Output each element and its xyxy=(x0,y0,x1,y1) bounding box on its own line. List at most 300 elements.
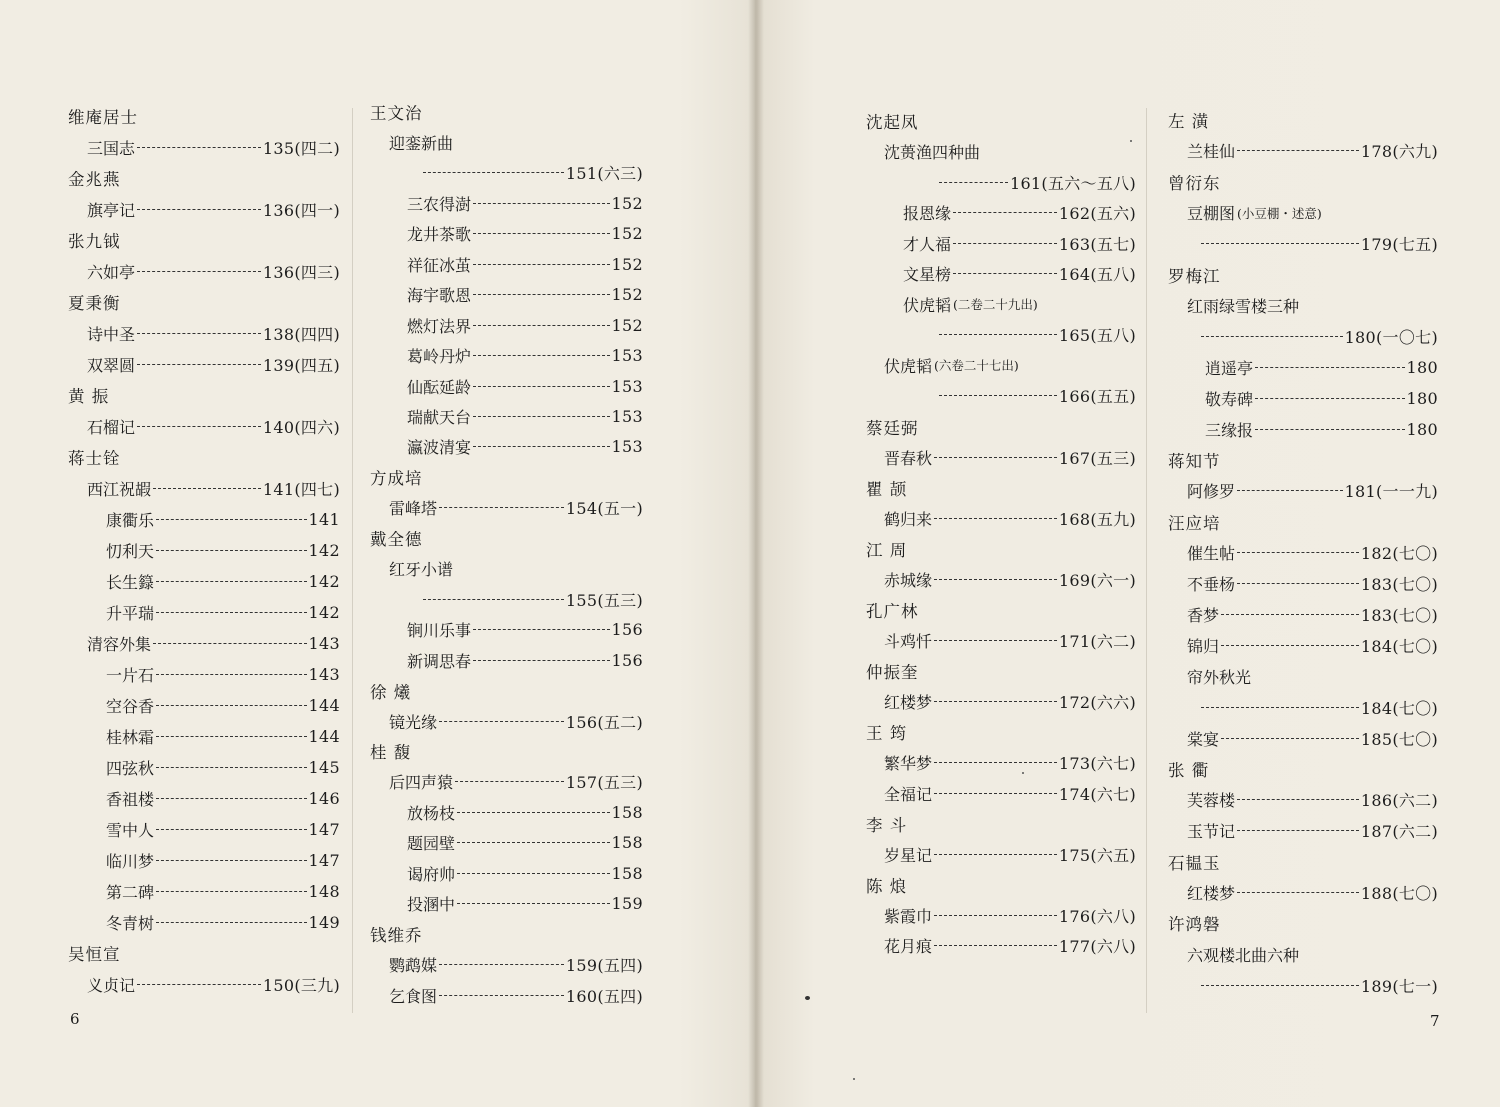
toc-sub-entry xyxy=(106,755,340,779)
entry-page: 177(六八) xyxy=(1058,937,1136,957)
work-title xyxy=(389,130,453,154)
toc-entry xyxy=(87,414,340,438)
toc-entry xyxy=(389,496,643,520)
entry-page: 165(五八) xyxy=(1058,326,1136,346)
toc-entry xyxy=(389,953,643,977)
dot-leader xyxy=(153,643,307,644)
entry-page: 156 xyxy=(611,650,643,670)
entry-title: 镜光缘 xyxy=(389,712,438,732)
entry-title: 才人福 xyxy=(903,234,952,254)
toc-page-line xyxy=(422,587,643,611)
work-note: (六卷二十七出) xyxy=(934,358,1019,374)
toc-sub-entry xyxy=(407,648,643,672)
entry-page: 163(五七) xyxy=(1058,234,1136,254)
author-name: 汪应培 xyxy=(1168,513,1221,533)
entry-title: 岁星记 xyxy=(884,845,933,865)
entry-page: 153 xyxy=(611,346,643,366)
dot-leader xyxy=(1237,552,1359,553)
entry-page: 184(七〇) xyxy=(1360,636,1438,656)
author-name: 蒋知节 xyxy=(1168,451,1221,471)
toc-sub-entry xyxy=(903,231,1136,255)
dot-leader xyxy=(156,674,307,675)
author-name: 孔广林 xyxy=(866,601,919,621)
dot-leader xyxy=(1237,830,1359,831)
entry-page: 135(四二) xyxy=(262,138,340,158)
toc-entry xyxy=(389,983,643,1007)
entry-page: 158 xyxy=(611,833,643,853)
entry-page: 147 xyxy=(308,850,340,870)
dot-leader xyxy=(473,629,610,630)
toc-sub-entry xyxy=(106,879,340,903)
dot-leader xyxy=(953,212,1057,213)
dot-leader xyxy=(439,995,564,996)
toc-entry xyxy=(1187,726,1438,750)
dot-leader xyxy=(473,386,610,387)
dot-leader xyxy=(137,147,261,148)
entry-title: 双翠圆 xyxy=(87,355,136,375)
toc-sub-entry xyxy=(106,817,340,841)
toc-entry xyxy=(389,709,643,733)
print-speck xyxy=(805,996,810,1000)
toc-entry xyxy=(884,751,1136,775)
toc-sub-entry xyxy=(407,374,643,398)
entry-page: 153 xyxy=(611,376,643,396)
entry-page: 156 xyxy=(611,620,643,640)
toc-page-line xyxy=(1200,232,1438,256)
dot-leader xyxy=(934,579,1057,580)
entry-title: 三农得澍 xyxy=(407,194,472,214)
toc-sub-entry xyxy=(1205,417,1438,441)
dot-leader xyxy=(1201,707,1359,708)
toc-entry xyxy=(884,903,1136,927)
entry-title: 全福记 xyxy=(884,784,933,804)
entry-title: 长生籙 xyxy=(106,572,155,592)
dot-leader xyxy=(953,243,1057,244)
dot-leader xyxy=(439,507,564,508)
entry-page: 168(五九) xyxy=(1058,509,1136,529)
entry-title: 谒府帅 xyxy=(407,864,456,884)
dot-leader xyxy=(1237,150,1359,151)
entry-title: 第二碑 xyxy=(106,882,155,902)
entry-title: 催生帖 xyxy=(1187,544,1236,564)
dot-leader xyxy=(934,457,1057,458)
toc-sub-entry xyxy=(106,569,340,593)
author-name: 夏秉衡 xyxy=(68,294,121,313)
print-speck xyxy=(1022,772,1024,774)
work-title-text: 帘外秋光 xyxy=(1187,667,1252,687)
author-name: 王 筠 xyxy=(866,724,908,743)
sub-work-title xyxy=(903,292,1038,316)
dot-leader xyxy=(939,395,1057,396)
dot-leader xyxy=(137,271,261,272)
toc-sub-entry xyxy=(106,693,340,717)
entry-title: 题园壁 xyxy=(407,834,456,854)
entry-page: 136(四三) xyxy=(262,262,340,282)
entry-title: 六如亭 xyxy=(87,262,136,282)
entry-page: 178(六九) xyxy=(1360,142,1438,162)
entry-title: 兰桂仙 xyxy=(1187,142,1236,162)
entry-page: 144 xyxy=(308,695,340,715)
work-title-text: 红牙小谱 xyxy=(389,560,454,580)
entry-page: 173(六七) xyxy=(1058,754,1136,774)
work-title xyxy=(1187,293,1299,317)
toc-entry xyxy=(1187,602,1438,626)
dot-leader xyxy=(137,209,261,210)
toc-entry xyxy=(884,842,1136,866)
toc-sub-entry xyxy=(106,538,340,562)
entry-title: 西江祝嘏 xyxy=(87,479,152,499)
entry-page: 189(七一) xyxy=(1360,976,1438,996)
author-name: 陈 烺 xyxy=(866,876,908,896)
entry-page: 184(七〇) xyxy=(1360,698,1438,718)
entry-title: 红楼梦 xyxy=(1187,884,1236,903)
author-name: 吴恒宣 xyxy=(68,945,121,964)
entry-title: 旗亭记 xyxy=(87,200,136,220)
author-name: 蒋士铨 xyxy=(68,449,121,468)
author-name: 左 潢 xyxy=(1168,112,1210,131)
dot-leader xyxy=(137,426,261,427)
entry-title: 三缘报 xyxy=(1205,420,1254,440)
entry-title: 忉利天 xyxy=(106,541,155,561)
entry-page: 147 xyxy=(308,819,340,839)
toc-sub-entry xyxy=(106,507,340,531)
dot-leader xyxy=(439,721,564,722)
work-title xyxy=(1187,201,1322,225)
toc-sub-entry xyxy=(407,800,643,824)
entry-title: 芙蓉楼 xyxy=(1187,791,1236,811)
toc-entry xyxy=(884,934,1136,958)
dot-leader xyxy=(473,416,610,417)
dot-leader xyxy=(1255,367,1405,368)
entry-title: 空谷香 xyxy=(106,696,155,716)
entry-title: 仙酝延龄 xyxy=(407,377,472,397)
entry-title: 投溷中 xyxy=(407,895,456,915)
entry-title: 文星榜 xyxy=(903,265,952,285)
toc-sub-entry xyxy=(106,786,340,810)
entry-title: 瀛波清宴 xyxy=(407,438,472,458)
toc-entry xyxy=(884,567,1136,591)
dot-leader xyxy=(156,736,307,737)
entry-title: 鹤归来 xyxy=(884,509,933,529)
toc-sub-entry xyxy=(407,344,643,368)
print-speck xyxy=(853,1078,855,1080)
entry-title: 锦归 xyxy=(1187,636,1220,656)
toc-sub-entry xyxy=(1205,355,1438,379)
entry-page: 158 xyxy=(611,802,643,822)
dot-leader xyxy=(1221,614,1359,615)
entry-page: 142 xyxy=(308,602,340,622)
toc-entry xyxy=(1187,479,1438,503)
dot-leader xyxy=(156,581,307,582)
entry-page: 153 xyxy=(611,407,643,426)
page-number-right: 7 xyxy=(1430,1012,1440,1030)
dot-leader xyxy=(156,829,307,830)
entry-title: 新调思春 xyxy=(407,651,472,671)
author-name: 沈起凤 xyxy=(866,113,919,132)
entry-title: 红楼梦 xyxy=(884,692,933,712)
toc-sub-entry xyxy=(903,201,1136,225)
entry-page: 152 xyxy=(611,254,643,274)
entry-title: 乞食图 xyxy=(389,986,438,1006)
work-title-text: 迎銮新曲 xyxy=(389,133,454,153)
entry-title: 燃灯法界 xyxy=(407,316,472,336)
dot-leader xyxy=(137,333,261,334)
work-note: (小豆棚・述意) xyxy=(1237,205,1322,221)
dot-leader xyxy=(156,767,307,768)
entry-page: 180 xyxy=(1406,388,1438,408)
entry-page: 140(四六) xyxy=(262,417,340,437)
entry-title: 康衢乐 xyxy=(106,510,155,530)
entry-title: 敬寿碑 xyxy=(1205,389,1254,409)
entry-title: 晋春秋 xyxy=(884,448,933,468)
toc-page-line xyxy=(1200,695,1438,719)
entry-title: 祥征冰茧 xyxy=(407,255,472,275)
entry-page: 164(五八) xyxy=(1058,265,1136,285)
toc-sub-entry xyxy=(407,861,643,885)
dot-leader xyxy=(934,945,1057,946)
toc-page-line xyxy=(938,170,1136,194)
entry-title: 临川梦 xyxy=(106,851,155,871)
author-name: 金兆燕 xyxy=(68,170,121,189)
toc-page-line xyxy=(938,384,1136,408)
dot-leader xyxy=(1237,799,1359,800)
author-name: 许鸿磐 xyxy=(1168,915,1221,935)
entry-title: 繁华梦 xyxy=(884,754,933,774)
dot-leader xyxy=(473,446,610,447)
dot-leader xyxy=(457,842,610,843)
toc-sub-entry xyxy=(407,435,643,459)
toc-sub-entry xyxy=(1205,386,1438,410)
dot-leader xyxy=(1201,985,1359,986)
entry-page: 167(五三) xyxy=(1058,448,1136,468)
toc-entry xyxy=(884,628,1136,652)
entry-page: 157(五三) xyxy=(565,773,643,793)
toc-entry xyxy=(884,506,1136,530)
entry-page: 185(七〇) xyxy=(1360,729,1438,749)
book-gutter xyxy=(748,0,764,1107)
entry-page: 158 xyxy=(611,863,643,883)
toc-sub-entry xyxy=(106,724,340,748)
entry-page: 149 xyxy=(308,912,340,932)
column-divider xyxy=(1146,108,1147,1013)
entry-title: 石榴记 xyxy=(87,417,136,437)
entry-title: 三国志 xyxy=(87,138,136,158)
work-note: (二卷二十九出) xyxy=(953,297,1038,313)
entry-page: 146 xyxy=(308,788,340,808)
entry-page: 188(七〇) xyxy=(1360,884,1438,903)
entry-title: 葛岭丹炉 xyxy=(407,347,472,367)
entry-title: 桂林霜 xyxy=(106,727,155,747)
dot-leader xyxy=(1237,490,1343,491)
entry-title: 龙井茶歌 xyxy=(407,225,472,245)
dot-leader xyxy=(934,915,1057,916)
entry-page: 166(五五) xyxy=(1058,387,1136,407)
toc-sub-entry xyxy=(407,405,643,429)
dot-leader xyxy=(1201,243,1359,244)
dot-leader xyxy=(1221,645,1359,646)
dot-leader xyxy=(439,964,564,965)
entry-title: 瑞献天台 xyxy=(407,408,472,427)
dot-leader xyxy=(156,519,307,520)
dot-leader xyxy=(423,172,564,173)
dot-leader xyxy=(473,294,610,295)
toc-entry xyxy=(389,770,643,794)
author-name: 罗梅江 xyxy=(1168,266,1221,286)
entry-page: 186(六二) xyxy=(1360,791,1438,811)
entry-page: 141(四七) xyxy=(262,479,340,499)
dot-leader xyxy=(156,798,307,799)
dot-leader xyxy=(939,334,1057,335)
dot-leader xyxy=(1221,738,1359,739)
work-title-text: 沈蒉渔四种曲 xyxy=(884,143,981,163)
entry-page: 154(五一) xyxy=(565,499,643,519)
toc-sub-entry xyxy=(407,283,643,307)
author-name: 仲振奎 xyxy=(866,662,919,682)
dot-leader xyxy=(457,812,610,813)
toc-entry xyxy=(1187,572,1438,596)
dot-leader xyxy=(156,860,307,861)
toc-page-line xyxy=(1200,973,1438,997)
toc-entry xyxy=(87,259,340,283)
entry-title: 花月痕 xyxy=(884,937,933,957)
toc-sub-entry xyxy=(106,662,340,686)
entry-page: 151(六三) xyxy=(565,164,643,184)
toc-sub-entry xyxy=(106,600,340,624)
entry-title: 锏川乐事 xyxy=(407,621,472,641)
work-title-text: 伏虎韬 xyxy=(903,295,952,315)
toc-entry xyxy=(884,689,1136,713)
toc-entry xyxy=(1187,819,1438,843)
entry-page: 155(五三) xyxy=(565,590,643,610)
toc-sub-entry xyxy=(407,222,643,246)
entry-page: 160(五四) xyxy=(565,986,643,1006)
entry-page: 161(五六～五八) xyxy=(1009,173,1136,193)
author-name: 桂 馥 xyxy=(370,743,412,763)
entry-title: 冬青树 xyxy=(106,913,155,933)
dot-leader xyxy=(934,762,1057,763)
entry-title: 玉节记 xyxy=(1187,822,1236,842)
toc-sub-entry xyxy=(106,848,340,872)
dot-leader xyxy=(473,233,610,234)
entry-page: 175(六五) xyxy=(1058,845,1136,865)
toc-entry xyxy=(1187,139,1438,163)
toc-sub-entry xyxy=(106,910,340,934)
author-name: 王文治 xyxy=(370,104,423,123)
author-name: 徐 爔 xyxy=(370,682,412,702)
dot-leader xyxy=(934,701,1057,702)
entry-title: 紫霞巾 xyxy=(884,906,933,926)
toc-entry xyxy=(87,135,340,159)
dot-leader xyxy=(156,891,307,892)
entry-title: 后四声猿 xyxy=(389,773,454,793)
entry-page: 181(一一九) xyxy=(1344,482,1438,502)
dot-leader xyxy=(934,793,1057,794)
entry-page: 145 xyxy=(308,757,340,777)
entry-title: 阿修罗 xyxy=(1187,482,1236,502)
entry-page: 152 xyxy=(611,315,643,335)
entry-title: 升平瑞 xyxy=(106,603,155,623)
work-title-text: 六观楼北曲六种 xyxy=(1187,945,1300,965)
toc-sub-entry xyxy=(407,191,643,215)
dot-leader xyxy=(156,550,307,551)
print-speck xyxy=(1130,140,1132,142)
entry-page: 142 xyxy=(308,540,340,560)
dot-leader xyxy=(156,612,307,613)
entry-page: 152 xyxy=(611,193,643,213)
column-divider xyxy=(352,108,353,1013)
entry-title: 雷峰塔 xyxy=(389,499,438,519)
entry-title: 香祖楼 xyxy=(106,789,155,809)
entry-page: 142 xyxy=(308,571,340,591)
entry-page: 183(七〇) xyxy=(1360,605,1438,625)
entry-title: 雪中人 xyxy=(106,820,155,840)
author-name: 江 周 xyxy=(866,540,908,560)
author-name: 曾衍东 xyxy=(1168,173,1221,193)
entry-page: 182(七〇) xyxy=(1360,544,1438,564)
entry-page: 172(六六) xyxy=(1058,692,1136,712)
entry-title: 一片石 xyxy=(106,665,155,685)
dot-leader xyxy=(934,640,1057,641)
toc-entry xyxy=(87,476,340,500)
entry-title: 逍遥亭 xyxy=(1205,358,1254,378)
entry-page: 179(七五) xyxy=(1360,235,1438,255)
author-name: 瞿 颉 xyxy=(866,479,908,499)
entry-page: 141 xyxy=(308,509,340,529)
dot-leader xyxy=(473,325,610,326)
entry-title: 义贞记 xyxy=(87,975,136,995)
toc-page-line xyxy=(422,161,643,185)
work-title xyxy=(884,140,980,164)
dot-leader xyxy=(156,705,307,706)
toc-page-line xyxy=(938,323,1136,347)
toc-entry xyxy=(1187,788,1438,812)
entry-page: 138(四四) xyxy=(262,324,340,344)
entry-page: 159(五四) xyxy=(565,956,643,976)
toc-sub-entry xyxy=(407,618,643,642)
toc-sub-entry xyxy=(903,262,1136,286)
entry-title: 海宇歌恩 xyxy=(407,286,472,306)
entry-title: 清容外集 xyxy=(87,634,152,654)
entry-page: 171(六二) xyxy=(1058,631,1136,651)
toc-entry xyxy=(87,631,340,655)
entry-title: 诗中圣 xyxy=(87,324,136,344)
toc-entry xyxy=(87,972,340,996)
work-title xyxy=(389,557,453,581)
dot-leader xyxy=(457,903,610,904)
dot-leader xyxy=(1201,336,1343,337)
author-name: 钱维乔 xyxy=(370,926,423,946)
dot-leader xyxy=(473,203,610,204)
entry-page: 176(六八) xyxy=(1058,906,1136,926)
entry-page: 180 xyxy=(1406,357,1438,377)
entry-page: 136(四一) xyxy=(262,200,340,220)
toc-sub-entry xyxy=(407,252,643,276)
entry-page: 180(一〇七) xyxy=(1344,327,1438,347)
entry-page: 183(七〇) xyxy=(1360,575,1438,594)
entry-title: 放杨枝 xyxy=(407,803,456,823)
entry-page: 169(六一) xyxy=(1058,570,1136,590)
toc-sub-entry xyxy=(407,892,643,916)
entry-page: 156(五二) xyxy=(565,712,643,732)
dot-leader xyxy=(1255,398,1405,399)
dot-leader xyxy=(473,660,610,661)
entry-page: 153 xyxy=(611,437,643,457)
dot-leader xyxy=(939,182,1008,183)
entry-page: 180 xyxy=(1406,419,1438,439)
work-title xyxy=(1187,942,1299,966)
toc-sub-entry xyxy=(407,313,643,337)
entry-page: 143 xyxy=(308,664,340,684)
